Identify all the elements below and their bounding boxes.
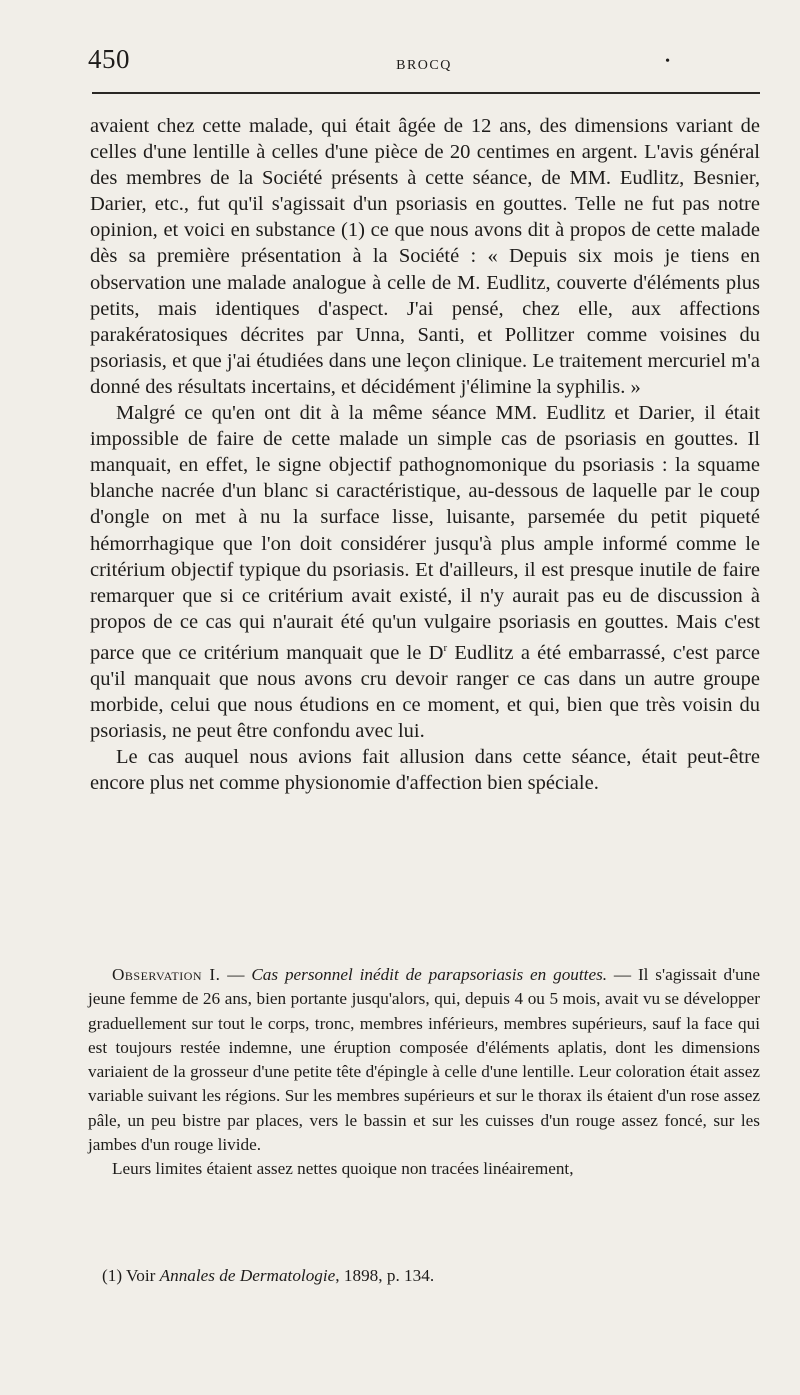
header-mark: • bbox=[665, 54, 670, 69]
footnote-journal: Annales de Dermatologie bbox=[159, 1266, 336, 1285]
paragraph-2-text: Malgré ce qu'en ont dit à la même séance MM. Eudlitz et Darier, il était impossible de faire de cette malade un simple cas de psoriasis en gouttes. Il manquait, en effet, le signe objectif pathognomonique du psoriasis : la squame blanche nacrée d'un blanc si caractéristique, au-dessous de laquelle par le coup d'ongle on met à nu la surface lisse, luisante, parsemée du petit piqueté hémorrhagique que l'on doit considérer jusqu'à plus ample informé comme le critérium objectif typique du psoriasis. Et d'ailleurs, il est presque inutile de faire remarquer que si ce critérium avait existé, il n'y aurait pas eu de discussion à propos de ce cas qui n'aurait été qu'un vulgaire psoriasis en gouttes. Mais c'est parce que ce critérium manquait que le bbox=[90, 402, 760, 664]
observation-label: Observation I. bbox=[112, 965, 221, 984]
observation-section bbox=[88, 963, 760, 1182]
page-number: 450 bbox=[88, 44, 130, 74]
paragraph-1: avaient chez cette malade, qui était âgée de 12 ans, des dimensions variant de celles d'une lentille à celles d'une pièce de 20 centimes en argent. L'avis général des membres de la Société présents à cette séance, de MM. Eudlitz, Besnier, Darier, etc., fut qu'il s'agissait d'un psoriasis en gouttes. Telle ne fut pas notre opinion, et voici en substance (1) ce que nous avons dit à propos de cette malade dès sa première présentation à la Société : « Depuis six mois je tiens en observation une malade analogue à celle de M. Eudlitz, couverte d'éléments plus petits, mais identiques d'aspect. J'ai pensé, chez elle, aux affections parakératosiques décrites par Unna, Santi, et Pollitzer comme voisines du psoriasis, et que j'ai étudiées dans une leçon clinique. Le traitement mercuriel m'a donné des résultats incertains, et décidément j'élimine la syphilis. » bbox=[90, 115, 760, 398]
paragraph-2 bbox=[90, 400, 760, 744]
header-rule bbox=[92, 92, 760, 94]
main-text bbox=[90, 113, 760, 796]
observation-text: — Il s'agissait d'une jeune femme de 26 ans, bien portante jusqu'alors, qui, depuis 4 ou 5 mois, avait vu se développer graduellement sur tout le corps, tronc, membres inférieurs, membres supérieurs, sauf la face qui est toujours restée indemne, une éruption composée d'éléments aplatis, dont les dimensions variaient de la grosseur d'une petite tête d'épingle à celle d'une lentille. Leur coloration était assez variable suivant les régions. Sur les membres supérieurs et sur le thorax ils étaient d'un rose assez pâle, un peu bistre par places, vers le bassin et sur les cuisses d'un rouge assez foncé, sur les jambes d'un rouge livide. bbox=[88, 965, 760, 1155]
footnote bbox=[102, 1264, 760, 1288]
running-head: BROCQ bbox=[396, 58, 452, 73]
page-header bbox=[88, 44, 760, 84]
observation-dash: — bbox=[220, 965, 252, 984]
observation-paragraph bbox=[88, 963, 760, 1157]
footnote-marker: (1) Voir bbox=[102, 1266, 160, 1285]
paragraph-3: Le cas auquel nous avions fait allusion dans cette séance, était peut-être encore plus net comme physionomie d'affection bien spéciale. bbox=[90, 746, 760, 795]
doctor-abbreviation bbox=[429, 642, 447, 664]
doctor-abbrev-base: D bbox=[428, 641, 444, 664]
footnote-rest: , 1898, p. 134. bbox=[335, 1266, 435, 1285]
observation-continuation: Leurs limites étaient assez nettes quoique non tracées linéairement, bbox=[112, 1159, 574, 1179]
doctor-abbrev-sup: r bbox=[443, 641, 448, 654]
observation-title: Cas personnel inédit de parapsoriasis en gouttes. bbox=[251, 965, 608, 984]
paragraph-2-continued: Eudlitz a été embarrassé, c'est parce qu'il manquait que nous avons cru devoir ranger ce cas dans un autre groupe morbide, celui que nous étudions en ce moment, et qui, bien que très voisin du psoriasis, ne peut être confondu avec lui. bbox=[90, 641, 761, 742]
